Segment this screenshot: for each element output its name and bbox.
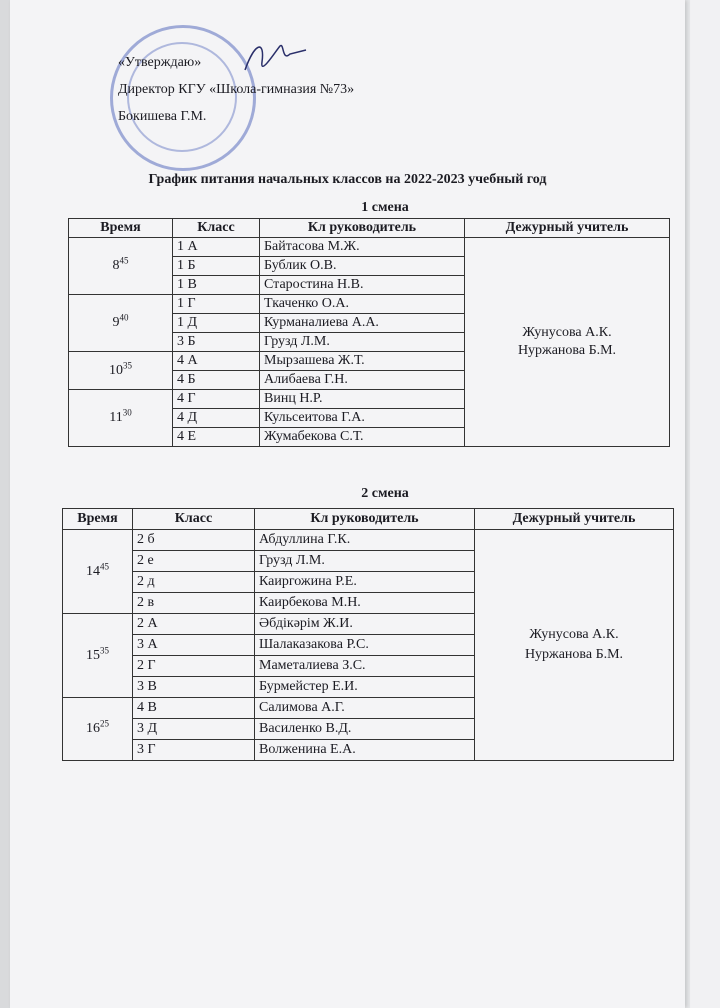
time-hour: 16 xyxy=(86,721,100,736)
time-cell xyxy=(69,390,173,447)
class-cell: 3 Б xyxy=(173,333,260,352)
duty-teacher-name: Жунусова А.К. xyxy=(529,627,619,642)
teacher-cell: Маметалиева З.С. xyxy=(255,656,475,677)
time-cell xyxy=(69,238,173,295)
teacher-cell: Волженина Е.А. xyxy=(255,740,475,761)
class-cell: 4 Б xyxy=(173,371,260,390)
teacher-cell: Василенко В.Д. xyxy=(255,719,475,740)
header-teacher: Кл руководитель xyxy=(255,509,475,530)
header-duty: Дежурный учитель xyxy=(475,509,674,530)
time-minutes: 40 xyxy=(119,312,129,323)
teacher-cell: Мырзашева Ж.Т. xyxy=(260,352,465,371)
class-cell: 1 Д xyxy=(173,314,260,333)
document-page xyxy=(10,0,685,1008)
time-cell xyxy=(63,530,133,614)
class-cell: 2 в xyxy=(133,593,255,614)
teacher-cell: Шалаказакова Р.С. xyxy=(255,635,475,656)
teacher-cell: Курманалиева А.А. xyxy=(260,314,465,333)
class-cell: 4 Е xyxy=(173,428,260,447)
teacher-cell: Әбдікәрім Ж.И. xyxy=(255,614,475,635)
duty-teacher-name: Нуржанова Б.М. xyxy=(524,647,624,662)
class-cell: 2 е xyxy=(133,551,255,572)
time-minutes: 35 xyxy=(123,359,132,370)
shift-2-label: 2 смена xyxy=(361,486,409,501)
table-header-row xyxy=(63,509,674,530)
time-cell xyxy=(63,698,133,761)
class-cell: 1 В xyxy=(173,276,260,295)
teacher-cell: Грузд Л.М. xyxy=(255,551,475,572)
header-time: Время xyxy=(63,509,133,530)
time-cell xyxy=(69,295,173,352)
teacher-cell: Бублик О.В. xyxy=(260,257,465,276)
header-duty: Дежурный учитель xyxy=(465,219,670,238)
header-teacher: Кл руководитель xyxy=(260,219,465,238)
teacher-cell: Каирбекова М.Н. xyxy=(255,593,475,614)
teacher-cell: Кульсеитова Г.А. xyxy=(260,409,465,428)
class-cell: 3 Г xyxy=(133,740,255,761)
time-minutes: 25 xyxy=(100,718,109,729)
duty-teacher-cell xyxy=(475,530,674,761)
class-cell: 1 А xyxy=(173,238,260,257)
time-hour: 10 xyxy=(109,362,123,378)
shift-1-table xyxy=(68,218,670,447)
teacher-cell: Старостина Н.В. xyxy=(260,276,465,295)
time-cell xyxy=(69,352,173,390)
class-cell: 3 В xyxy=(133,677,255,698)
time-hour: 9 xyxy=(112,315,120,330)
class-cell: 2 А xyxy=(133,614,255,635)
teacher-cell: Абдуллина Г.К. xyxy=(255,530,475,551)
time-minutes: 30 xyxy=(122,407,132,418)
teacher-cell: Грузд Л.М. xyxy=(260,333,465,352)
teacher-cell: Винц Н.Р. xyxy=(260,390,465,409)
duty-teacher-name: Жунусова А.К. xyxy=(522,325,612,340)
class-cell: 4 А xyxy=(173,352,260,371)
header-class: Класс xyxy=(133,509,255,530)
class-cell: 1 Г xyxy=(173,295,260,314)
approval-block xyxy=(118,54,354,135)
header-class: Класс xyxy=(173,219,260,238)
time-hour: 11 xyxy=(109,410,123,425)
time-hour: 8 xyxy=(112,258,120,273)
header-time: Время xyxy=(69,219,173,238)
class-cell: 3 Д xyxy=(133,719,255,740)
document-title: График питания начальных классов на 2022-2023 учебный год xyxy=(148,172,547,187)
teacher-cell: Алибаева Г.Н. xyxy=(260,371,465,390)
time-hour: 15 xyxy=(86,647,100,663)
duty-teacher-cell xyxy=(465,238,670,447)
teacher-cell: Байтасова М.Ж. xyxy=(260,238,465,257)
teacher-cell: Каиргожина Р.Е. xyxy=(255,572,475,593)
time-minutes: 45 xyxy=(119,255,129,266)
table-row xyxy=(69,238,670,257)
table-row xyxy=(63,530,674,551)
table-header-row xyxy=(69,219,670,238)
approval-line-1: «Утверждаю» xyxy=(118,55,202,70)
class-cell: 2 Г xyxy=(133,656,255,677)
class-cell: 2 д xyxy=(133,572,255,593)
class-cell: 4 В xyxy=(133,698,255,719)
class-cell: 3 А xyxy=(133,635,255,656)
class-cell: 4 Д xyxy=(173,409,260,428)
class-cell: 2 б xyxy=(133,530,255,551)
time-minutes: 35 xyxy=(100,644,109,655)
duty-teacher-name: Нуржанова Б.М. xyxy=(517,343,617,358)
approval-line-3: Бокишева Г.М. xyxy=(118,109,207,124)
class-cell: 1 Б xyxy=(173,257,260,276)
teacher-cell: Ткаченко О.А. xyxy=(260,295,465,314)
paper-stack-edge-outer xyxy=(690,0,720,1008)
shift-2-table xyxy=(62,508,674,761)
class-cell: 4 Г xyxy=(173,390,260,409)
shift-1-label: 1 смена xyxy=(361,200,409,215)
time-cell xyxy=(63,614,133,698)
time-minutes: 45 xyxy=(100,560,109,571)
teacher-cell: Жумабекова С.Т. xyxy=(260,428,465,447)
time-hour: 14 xyxy=(86,563,100,579)
teacher-cell: Салимова А.Г. xyxy=(255,698,475,719)
approval-line-2: Директор КГУ «Школа-гимназия №73» xyxy=(118,82,355,97)
teacher-cell: Бурмейстер Е.И. xyxy=(255,677,475,698)
